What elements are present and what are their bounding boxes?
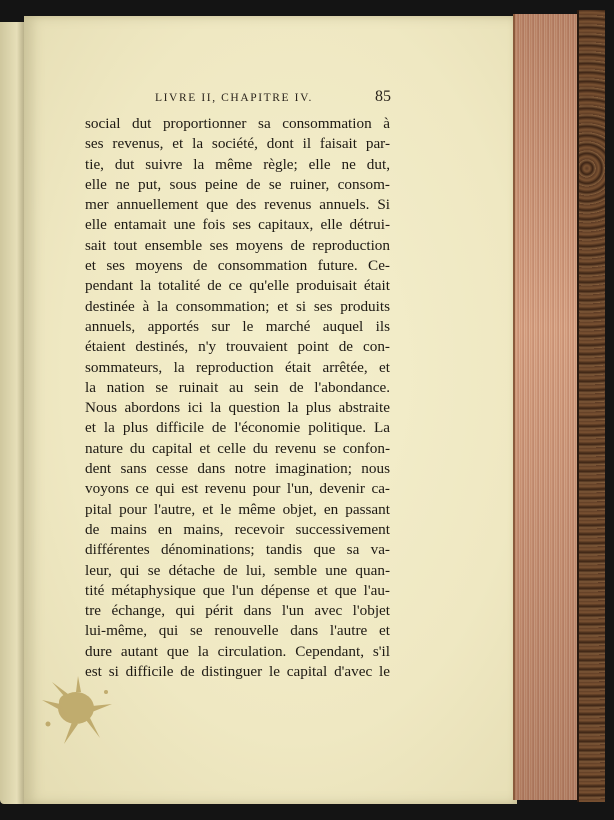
body-text <box>85 114 390 682</box>
text-line: leur, qui se détache de lui, semble une quan- <box>85 561 390 579</box>
text-line: ses revenus, et la société, dont il faisait par- <box>85 135 390 153</box>
text-line: pital pour l'autre, et le même objet, en passant <box>85 500 390 518</box>
text-line: tre échange, qui périt dans l'un avec l'objet <box>85 602 390 620</box>
text-line: la nation se ruinait au sein de l'abondance. <box>85 378 390 396</box>
text-line: pendant la totalité de ce qu'elle produisait était <box>85 277 390 295</box>
text-line: tité métaphysique que l'un dépense et que l'au- <box>85 581 390 599</box>
text-line: est si difficile de distinguer le capital d'avec le <box>85 663 390 681</box>
page-block-edges <box>513 14 581 800</box>
text-line: dent sans cesse dans notre imagination; nous <box>85 460 390 478</box>
text-line: sait tout ensemble ses moyens de reproduction <box>85 236 390 254</box>
text-line: tie, dut suivre la même règle; elle ne dut, <box>85 155 390 173</box>
text-line: de mains en mains, recevoir successivement <box>85 520 390 538</box>
text-line: destinée à la consommation; et si ses produits <box>85 297 390 315</box>
text-line: étaient destinés, n'y trouvaient point de con- <box>85 338 390 356</box>
text-line: sommateurs, la reproduction était arrêtée, et <box>85 358 390 376</box>
text-line: différentes dénominations; tandis que sa va- <box>85 541 390 559</box>
text-line: dure autant que la circulation. Cependant, s'il <box>85 642 390 660</box>
text-line: et la plus difficile de l'économie politique. La <box>85 419 390 437</box>
text-line: Nous abordons ici la question la plus abstraite <box>85 399 390 417</box>
text-line: voyons ce qui est revenu pour l'un, devenir ca- <box>85 480 390 498</box>
ink-stain <box>38 668 118 748</box>
text-line: annuels, apportés sur le marché auquel ils <box>85 317 390 335</box>
marbled-cover <box>577 10 605 802</box>
facing-page-edge <box>0 22 24 804</box>
text-line: elle ne put, sous peine de se ruiner, consom- <box>85 175 390 193</box>
text-line: social dut proportionner sa consommation à <box>85 115 390 132</box>
page-header <box>155 90 397 110</box>
text-line: elle entamait une fois ses capitaux, elle détrui- <box>85 216 390 234</box>
text-line: lui-même, qui se renouvelle dans l'autre et <box>85 622 390 640</box>
text-line: et ses moyens de consommation future. Ce- <box>85 257 390 275</box>
running-head: LIVRE II, CHAPITRE IV. <box>155 92 313 104</box>
text-line: nature du capital et celle du revenu se confon- <box>85 439 390 457</box>
page-number: 85 <box>375 88 391 105</box>
text-line: mer annuellement que des revenus annuels. Si <box>85 196 390 214</box>
